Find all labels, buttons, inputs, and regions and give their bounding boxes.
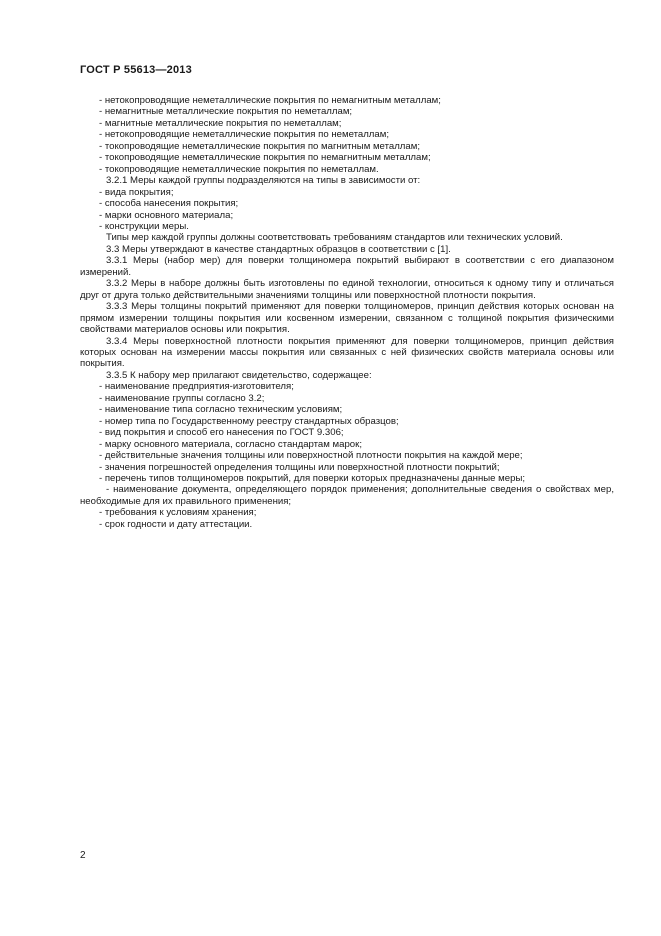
page-number: 2 (80, 850, 86, 861)
paragraph-types: Типы мер каждой группы должны соответствовать требованиям стандартов или технических условий. (106, 232, 563, 244)
list-item: - нетокопроводящие неметаллические покрытия по немагнитным металлам; (99, 95, 441, 106)
list-item: - номер типа по Государственному реестру стандартных образцов; (99, 415, 399, 427)
list-item: - магнитные металлические покрытия по неметаллам; (99, 117, 342, 129)
paragraph-3-3: 3.3 Меры утверждают в качестве стандартных образцов в соответствии с [1]. (106, 243, 451, 255)
document-body (80, 95, 614, 530)
paragraph-3-3-5: 3.3.5 К набору мер прилагают свидетельство, содержащее: (106, 369, 372, 381)
coating-types-list (80, 95, 614, 175)
list-item: - наименование предприятия-изготовителя; (99, 381, 294, 393)
subtype-criteria-list (80, 187, 614, 233)
list-item: - вид покрытия и способ его нанесения по ГОСТ 9.306; (99, 427, 344, 439)
certificate-contents-list-end (80, 507, 614, 530)
paragraph-3-3-1: 3.3.1 Меры (набор мер) для поверки толщиномера покрытий выбирают в соответствии с его диапазоном измерений. (80, 255, 614, 278)
list-item: - вида покрытия; (99, 186, 174, 198)
paragraph-3-3-2: 3.3.2 Меры в наборе должны быть изготовлены по единой технологии, относиться к одному типу и отличаться друг от друга только действительными значениями толщины или поверхностной плотности покрытия. (80, 278, 614, 301)
list-item: - марку основного материала, согласно стандартам марок; (99, 438, 362, 450)
list-item-document: - наименование документа, определяющего порядок применения; дополнительные сведения о свойствах мер, необходимые для их правильного применения; (80, 484, 614, 507)
page-header: ГОСТ Р 55613—2013 (80, 64, 192, 76)
list-item: - требования к условиям хранения; (99, 507, 257, 519)
list-item: - марки основного материала; (99, 209, 234, 221)
list-item: - конструкции меры. (99, 220, 189, 232)
list-item: - способа нанесения покрытия; (99, 198, 239, 210)
certificate-contents-list (80, 381, 614, 484)
list-item: - действительные значения толщины или поверхностной плотности покрытия на каждой мере; (99, 450, 523, 462)
list-item: - токопроводящие неметаллические покрытия по немагнитным металлам; (99, 152, 431, 164)
list-item: - срок годности и дату аттестации. (99, 518, 253, 530)
list-item: - немагнитные металлические покрытия по неметаллам; (99, 106, 353, 118)
list-item: - нетокопроводящие неметаллические покрытия по неметаллам; (99, 129, 390, 141)
paragraph-3-3-3: 3.3.3 Меры толщины покрытий применяют для поверки толщиномеров, принцип действия которых основан на прямом измерении толщины покрытия или косвенном измерении, связанном с толщиной покрытия физическими свойствами материалов основы или покрытия. (80, 301, 614, 336)
list-item: - значения погрешностей определения толщины или поверхностной плотности покрытий; (99, 461, 500, 473)
paragraph-3-2-1: 3.2.1 Меры каждой группы подразделяются на типы в зависимости от: (106, 175, 421, 187)
list-item: - наименование типа согласно техническим условиям; (99, 404, 343, 416)
paragraph-3-3-4: 3.3.4 Меры поверхностной плотности покрытия применяют для поверки толщиномеров, принцип действия которых основан на измерении массы покрытия или связанных с ней физических свойств материала основы или покрытия. (80, 335, 614, 370)
list-item: - перечень типов толщиномеров покрытий, для поверки которых предназначены данные меры; (99, 472, 526, 484)
list-item: - токопроводящие неметаллические покрытия по неметаллам. (99, 163, 379, 175)
list-item: - токопроводящие неметаллические покрытия по магнитным металлам; (99, 140, 420, 152)
list-item: - наименование группы согласно 3.2; (99, 392, 265, 404)
